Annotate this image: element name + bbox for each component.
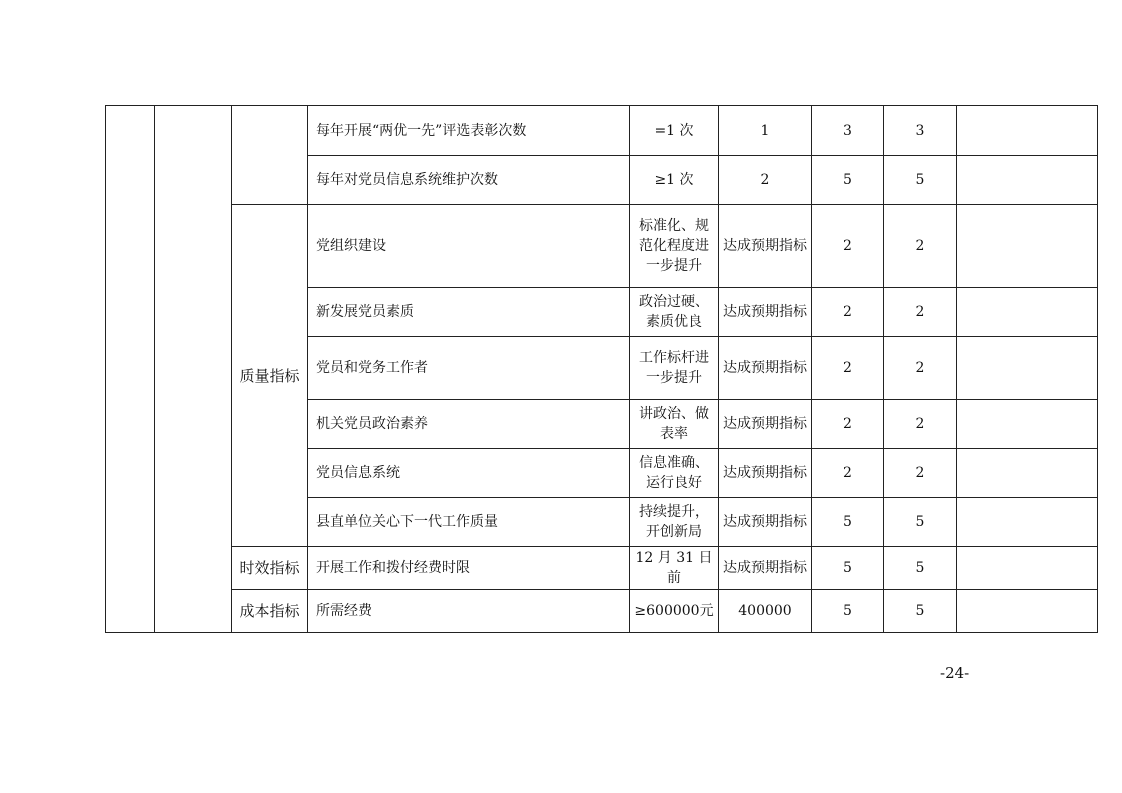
actual-value-text: 达成预期指标 — [723, 514, 807, 530]
score-cell: 3 — [884, 106, 957, 156]
weight-cell: 2 — [812, 337, 884, 400]
remark-cell — [957, 498, 1098, 547]
remark-cell — [957, 337, 1098, 400]
weight-cell: 3 — [812, 106, 884, 156]
score-cell: 5 — [884, 156, 957, 205]
remark-cell — [957, 106, 1098, 156]
table-row — [106, 590, 1098, 633]
remark-cell — [957, 590, 1098, 633]
sub-category-cell: 成本指标 — [232, 590, 308, 633]
actual-value-text: 达成预期指标 — [723, 238, 807, 254]
weight-cell: 2 — [812, 288, 884, 337]
target-value-cell: 信息准确、运行良好 — [630, 449, 719, 498]
score-cell: 5 — [884, 547, 957, 590]
indicator-name-cell: 党员和党务工作者 — [308, 337, 630, 400]
table-row — [106, 205, 1098, 288]
indicator-name-cell: 每年对党员信息系统维护次数 — [308, 156, 630, 205]
actual-value-text: 达成预期指标 — [723, 465, 807, 481]
weight-cell: 5 — [812, 547, 884, 590]
page-number: -24- — [940, 664, 970, 682]
target-value-cell: ≥1 次 — [630, 156, 719, 205]
sub-category-cell: 质量指标 — [232, 205, 308, 547]
remark-cell — [957, 547, 1098, 590]
target-value-cell: 工作标杆进一步提升 — [630, 337, 719, 400]
indicator-name-cell: 县直单位关心下一代工作质量 — [308, 498, 630, 547]
score-cell: 2 — [884, 288, 957, 337]
indicator-name-cell: 新发展党员素质 — [308, 288, 630, 337]
weight-cell: 2 — [812, 400, 884, 449]
performance-indicator-table — [105, 105, 1098, 633]
actual-value-cell: 1 — [719, 106, 812, 156]
table-row — [106, 106, 1098, 156]
score-cell: 2 — [884, 205, 957, 288]
category-l1-cell — [106, 106, 155, 633]
actual-value-cell — [719, 288, 812, 337]
weight-cell: 5 — [812, 590, 884, 633]
actual-value-cell: 2 — [719, 156, 812, 205]
weight-cell: 2 — [812, 205, 884, 288]
remark-cell — [957, 449, 1098, 498]
actual-value-cell — [719, 400, 812, 449]
sub-category-cell: 时效指标 — [232, 547, 308, 590]
score-cell: 5 — [884, 590, 957, 633]
actual-value-cell — [719, 449, 812, 498]
indicator-name-cell: 党员信息系统 — [308, 449, 630, 498]
target-value-cell: =1 次 — [630, 106, 719, 156]
score-cell: 2 — [884, 449, 957, 498]
indicator-name-cell: 开展工作和拨付经费时限 — [308, 547, 630, 590]
indicator-name-cell: 每年开展“两优一先”评选表彰次数 — [308, 106, 630, 156]
table-row — [106, 547, 1098, 590]
remark-cell — [957, 205, 1098, 288]
score-cell: 2 — [884, 400, 957, 449]
actual-value-text: 达成预期指标 — [723, 560, 807, 576]
target-value-cell: 12 月 31 日前 — [630, 547, 719, 590]
target-value-cell: 持续提升，开创新局 — [630, 498, 719, 547]
indicator-name-cell: 党组织建设 — [308, 205, 630, 288]
sub-category-cell — [232, 106, 308, 205]
score-cell: 2 — [884, 337, 957, 400]
actual-value-cell — [719, 205, 812, 288]
remark-cell — [957, 288, 1098, 337]
actual-value-cell — [719, 547, 812, 590]
target-value-cell: 政治过硬、素质优良 — [630, 288, 719, 337]
weight-cell: 5 — [812, 498, 884, 547]
actual-value-cell — [719, 337, 812, 400]
target-value-cell: 讲政治、做表率 — [630, 400, 719, 449]
indicator-name-cell: 所需经费 — [308, 590, 630, 633]
actual-value-cell — [719, 498, 812, 547]
actual-value-text: 达成预期指标 — [723, 304, 807, 320]
category-l2-cell — [155, 106, 232, 633]
weight-cell: 2 — [812, 449, 884, 498]
indicator-name-cell: 机关党员政治素养 — [308, 400, 630, 449]
actual-value-cell: 400000 — [719, 590, 812, 633]
target-value-cell: ≥600000元 — [630, 590, 719, 633]
actual-value-text: 达成预期指标 — [723, 416, 807, 432]
remark-cell — [957, 156, 1098, 205]
remark-cell — [957, 400, 1098, 449]
actual-value-text: 达成预期指标 — [723, 360, 807, 376]
target-value-cell: 标准化、规范化程度进一步提升 — [630, 205, 719, 288]
score-cell: 5 — [884, 498, 957, 547]
weight-cell: 5 — [812, 156, 884, 205]
